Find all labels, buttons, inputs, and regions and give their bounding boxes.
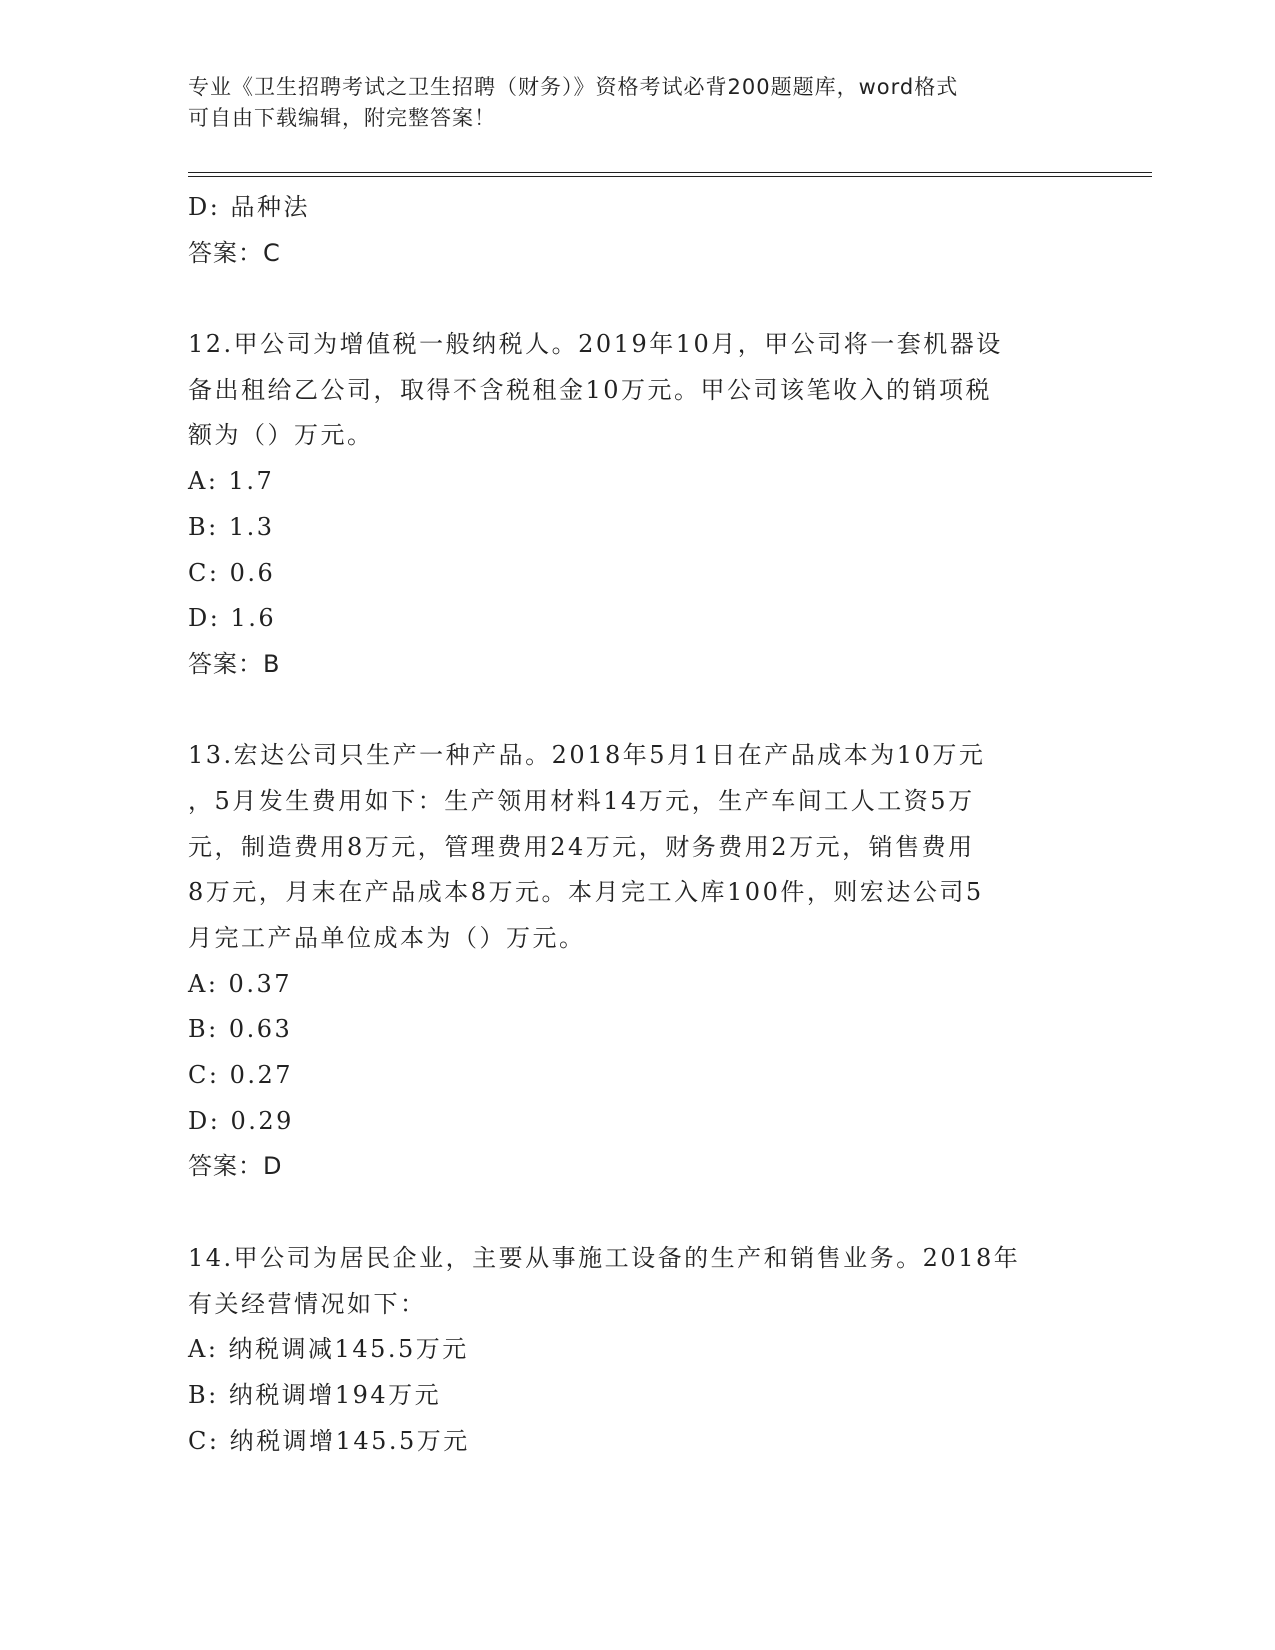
option-a: A: 纳税调减145.5万元 [188, 1335, 469, 1364]
header-line-1: 专业《卫生招聘考试之卫生招聘（财务）》资格考试必背200题题库，word格式 [188, 75, 959, 99]
question-14 [188, 1236, 1088, 1464]
question-stem-line: 8万元，月末在产品成本8万元。本月完工入库100件，则宏达公司5 [188, 878, 984, 907]
question-13 [188, 733, 1088, 1190]
document-header [188, 72, 1088, 134]
question-stem-line: ，5月发生费用如下：生产领用材料14万元，生产车间工人工资5万 [188, 786, 975, 815]
question-stem-line: 元，制造费用8万元，管理费用24万元，财务费用2万元，销售费用 [188, 832, 975, 861]
option-d: D: 品种法 [188, 193, 310, 221]
question-stem-line: 有关经营情况如下： [188, 1289, 427, 1318]
question-stem-line: 14.甲公司为居民企业，主要从事施工设备的生产和销售业务。2018年 [188, 1243, 1021, 1272]
question-stem-line: 13.宏达公司只生产一种产品。2018年5月1日在产品成本为10万元 [188, 741, 986, 770]
question-11 [188, 185, 1088, 276]
option-c: C: 0.27 [188, 1061, 294, 1090]
option-a: A: 0.37 [188, 969, 292, 998]
option-b: B: 0.63 [188, 1015, 293, 1044]
question-stem-line: 额为（）万元。 [188, 421, 374, 450]
option-a: A: 1.7 [188, 467, 275, 496]
answer: 答案：B [188, 649, 281, 678]
option-d: D: 0.29 [188, 1106, 294, 1135]
header-rule-top [188, 172, 1152, 173]
answer: 答案：C [188, 238, 281, 267]
option-c: C: 0.6 [188, 558, 276, 587]
answer: 答案：D [188, 1152, 283, 1181]
question-stem-line: 12.甲公司为增值税一般纳税人。2019年10月，甲公司将一套机器设 [188, 330, 1003, 359]
header-rule-bottom [188, 176, 1152, 177]
question-12 [188, 322, 1088, 688]
question-list [188, 185, 1088, 1464]
option-c: C: 纳税调增145.5万元 [188, 1426, 470, 1455]
header-line-2: 可自由下载编辑，附完整答案！ [188, 106, 496, 130]
option-b: B: 1.3 [188, 512, 275, 541]
option-d: D: 1.6 [188, 604, 277, 633]
option-b: B: 纳税调增194万元 [188, 1380, 442, 1409]
question-stem-line: 备出租给乙公司，取得不含税租金10万元。甲公司该笔收入的销项税 [188, 375, 993, 404]
question-stem-line: 月完工产品单位成本为（）万元。 [188, 924, 586, 952]
